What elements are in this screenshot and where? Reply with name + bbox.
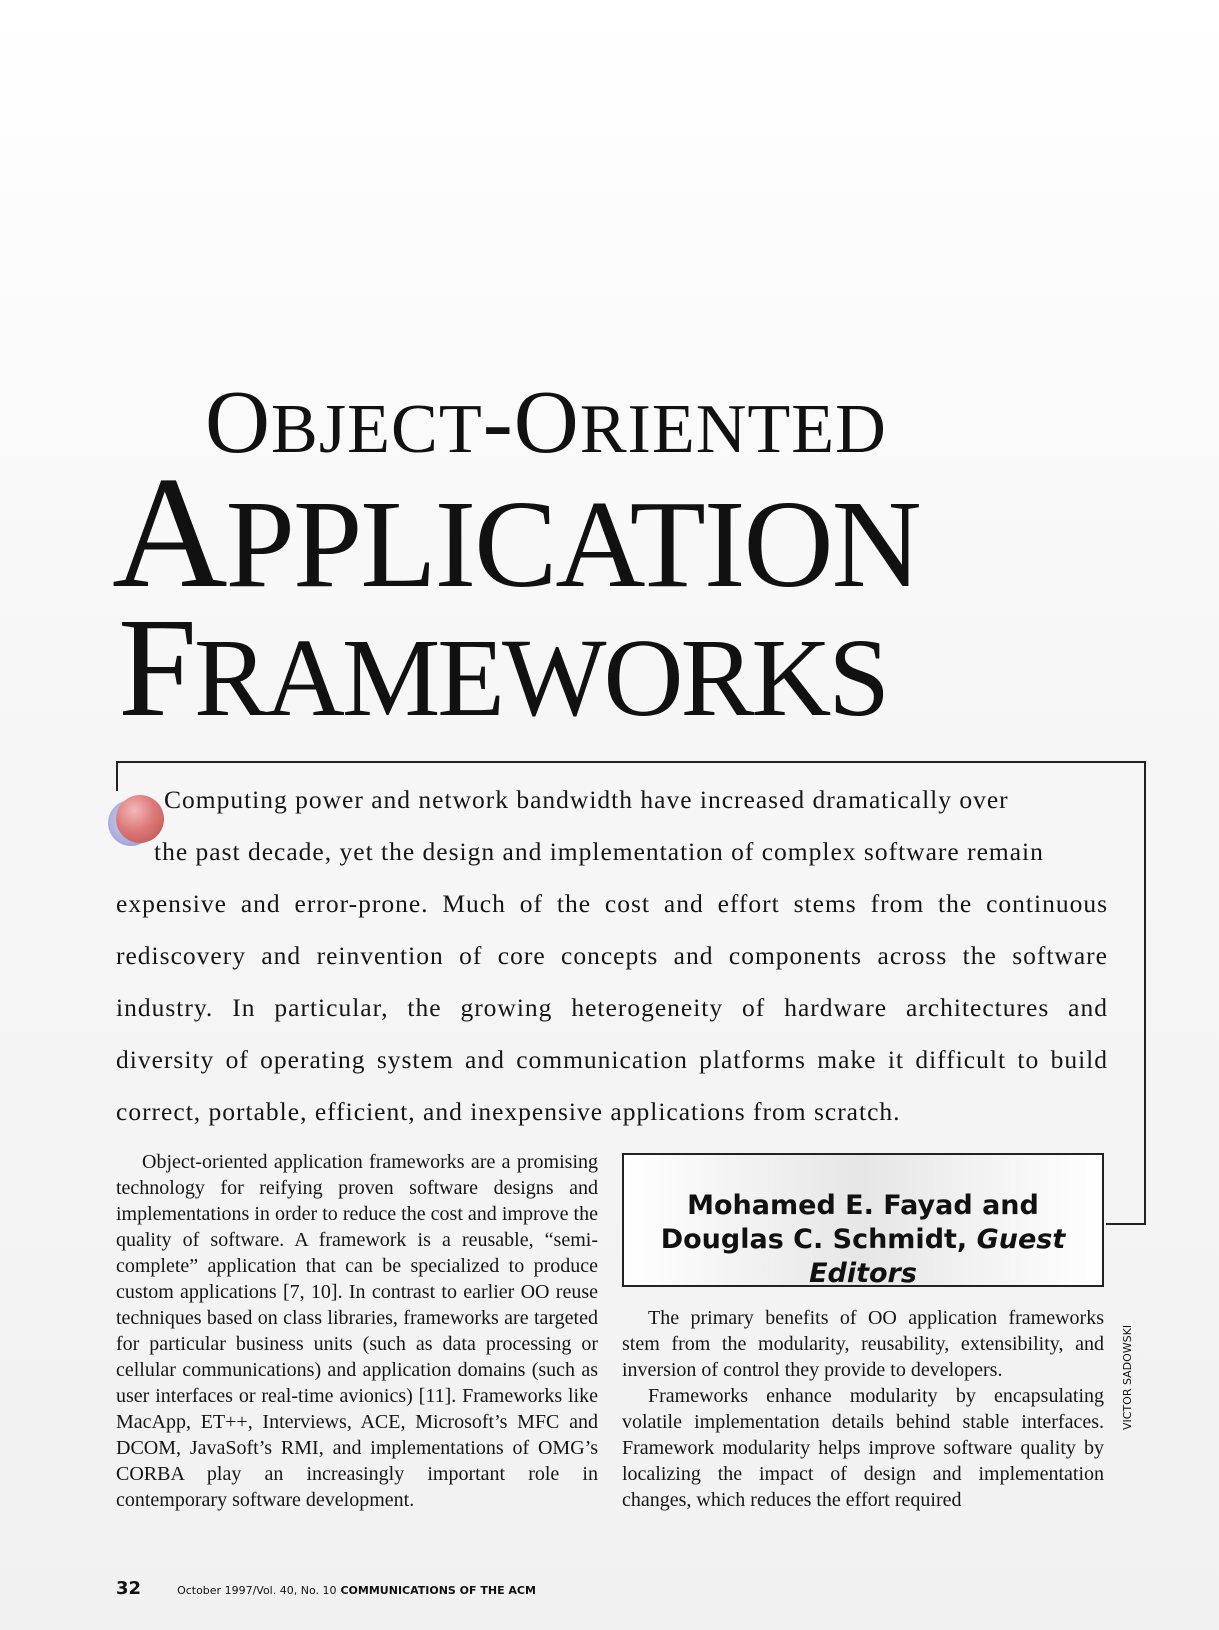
- page-footer: [116, 1578, 536, 1599]
- intro-frame-right-rule: [1144, 761, 1146, 1225]
- intro-remaining-text: expensive and error-prone. Much of the cost and effort stems from the continuous rediscovery and reinvention of core concepts and components across the software industry. In particular, the growing heterogeneity of hardware architectures and diversity of operating system and communication platforms make it difficult to build correct, portable, efficient, and inexpensive applications from scratch.: [116, 889, 1108, 1126]
- editor-line-2: [624, 1223, 1102, 1291]
- right-column-paragraph-1: The primary benefits of OO application frameworks stem from the modularity, reusability, extensibility, and inversion of control they provide to developers.: [622, 1307, 1104, 1381]
- intro-frame-top-rule: [116, 761, 1146, 763]
- left-column-paragraph: Object-oriented application frameworks are a promising technology for reifying proven software designs and implementations in order to reduce the cost and improve the quality of software. A framework is a reusable, “semi-complete” application that can be specialized to produce custom applications [7, 10]. In contrast to earlier OO reuse techniques based on class libraries, frameworks are targeted for particular business units (such as data processing or cellular communications) and application domains (such as user interfaces or real-time avionics) [11]. Frameworks like MacApp, ET++, Interviews, ACE, Microsoft’s MFC and DCOM, JavaSoft’s RMI, and implementations of OMG’s CORBA play an increasingly important role in contemporary software development.: [116, 1151, 598, 1511]
- editor-role: Guest Editors: [809, 1224, 1066, 1289]
- intro-paragraph: [116, 774, 1108, 1138]
- right-column: [622, 1305, 1104, 1513]
- intro-line-2: the past decade, yet the design and implementation of complex software remain: [154, 837, 1044, 866]
- title-dash: -: [482, 373, 514, 472]
- title-small-caps-bject: BJECT: [271, 390, 483, 468]
- title-small-caps-rameworks: RAMEWORKS: [193, 616, 887, 739]
- intro-line-1: Computing power and network bandwidth have increased dramatically over: [164, 785, 1009, 814]
- left-column: [116, 1149, 598, 1513]
- page-number: 32: [116, 1578, 142, 1599]
- journal-name: COMMUNICATIONS OF THE ACM: [340, 1584, 536, 1597]
- issue-info: October 1997/Vol. 40, No. 10: [177, 1584, 337, 1597]
- intro-frame-bottom-rule: [1106, 1223, 1146, 1225]
- title-small-caps-riented: RIENTED: [579, 390, 887, 468]
- title-small-caps-pplication: PPLICATION: [225, 475, 920, 613]
- title-initial-f: F: [118, 588, 194, 746]
- right-column-paragraph-2: Frameworks enhance modularity by encapsulating volatile implementation details behind stable interfaces. Framework modularity helps improve software quality by localizing the impact of design and implementation changes, which reduces the effort required: [622, 1385, 1104, 1511]
- editor-name-2: Douglas C. Schmidt,: [660, 1224, 968, 1255]
- title-initial-o: O: [205, 373, 271, 472]
- title-initial-o-2: O: [513, 373, 580, 472]
- guest-editors-box: [622, 1153, 1104, 1287]
- editor-line-1: Mohamed E. Fayad and: [687, 1190, 1039, 1221]
- illustration-credit: VICTOR SADOWSKI: [1121, 1324, 1134, 1430]
- title-line-application: [112, 443, 920, 621]
- title-initial-a: A: [112, 443, 226, 621]
- title-line-frameworks: [118, 588, 887, 746]
